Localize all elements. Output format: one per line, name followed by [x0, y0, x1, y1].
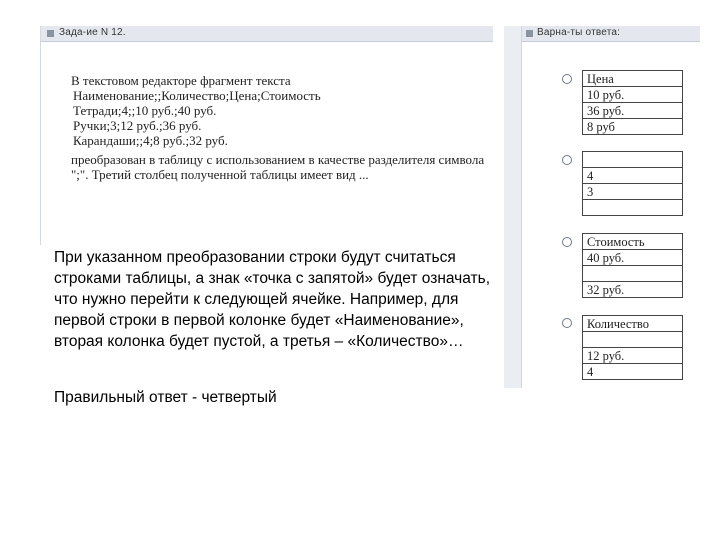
text-fragment-line: Тетради;4;;10 руб.;40 руб. — [73, 103, 217, 118]
option-cell — [583, 200, 683, 216]
task-text — [71, 73, 491, 182]
explanation-box — [40, 245, 492, 388]
task-header — [41, 26, 493, 42]
header-square-icon — [526, 30, 533, 37]
option-cell: 40 руб. — [583, 250, 683, 266]
option-cell: 3 — [583, 184, 683, 200]
option-2-radio[interactable] — [562, 155, 572, 165]
answers-title: Варна-ты ответа: — [537, 27, 621, 38]
explanation-text: При указанном преобразовании строки будут считаться строками таблицы, а знак «точка с запятой» будет означать, что нужно перейти к следующей ячейке. Например, для первой строки в первой колонке будет «Наименование», вторая колонка будет пустой, а третья – «Количество»… — [54, 249, 491, 350]
option-cell: Количество — [583, 316, 683, 332]
option-3-table[interactable] — [582, 233, 683, 298]
option-cell: 36 руб. — [583, 103, 683, 119]
text-fragment-line: Карандаши;;4;8 руб.;32 руб. — [73, 133, 228, 148]
option-cell: 32 руб. — [583, 282, 683, 298]
option-cell — [583, 266, 683, 282]
answers-header — [522, 26, 700, 42]
option-cell — [583, 332, 683, 348]
option-4-radio[interactable] — [562, 318, 572, 328]
option-cell — [583, 152, 683, 168]
side-strip — [504, 26, 522, 388]
option-cell: 4 — [583, 168, 683, 184]
text-fragment-line: Ручки;3;12 руб.;36 руб. — [73, 118, 202, 133]
option-1-table[interactable] — [582, 70, 683, 135]
header-square-icon — [47, 30, 54, 37]
task-question: преобразован в таблицу с использованием в качестве разделителя символа ";". Третий столбец полученной таблицы имеет вид ... — [71, 152, 485, 182]
option-3-radio[interactable] — [562, 237, 572, 247]
task-number: Зада-ие N 12. — [59, 27, 126, 38]
answer-panel — [504, 26, 700, 388]
option-1-radio[interactable] — [562, 74, 572, 84]
option-cell: Стоимость — [583, 234, 683, 250]
option-cell: 12 руб. — [583, 348, 683, 364]
option-cell: 10 руб. — [583, 87, 683, 103]
option-cell: Цена — [583, 71, 683, 87]
option-2-table[interactable] — [582, 151, 683, 216]
correct-answer-text: Правильный ответ - четвертый — [54, 389, 277, 406]
option-4-table[interactable] — [582, 315, 683, 380]
option-cell: 8 руб — [583, 119, 683, 135]
option-cell: 4 — [583, 364, 683, 380]
task-intro: В текстовом редакторе фрагмент текста — [71, 73, 291, 88]
text-fragment-line: Наименование;;Количество;Цена;Стоимость — [73, 88, 321, 103]
